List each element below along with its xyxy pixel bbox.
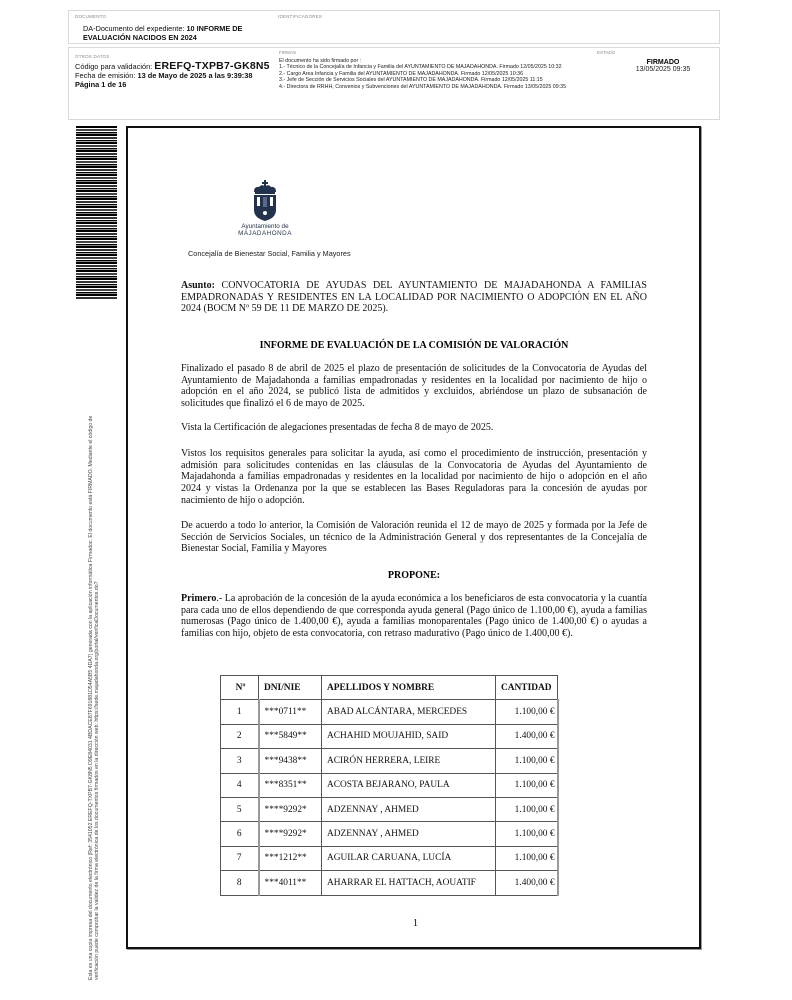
paragraph-1: Finalizado el pasado 8 de abril de 2025 el plazo de presentación de solicitudes de la Convocatoria de Ayudas del Ayuntamiento de Majadahonda a familias empadronadas y residentes en la localidad por nacimiento de hijo o adopción en el año 2024, se publicó lista de admitidos y excluidos, abriéndose un plazo de subsanación de solicitudes que finalizó el 6 de mayo de 2025. [181,363,647,410]
document-title-bold: 10 INFORME DE EVALUACIÓN NACIDOS EN 2024 [83,24,243,42]
row-name: ABAD ALCÁNTARA, MERCEDES [322,700,496,724]
paragraph-3: Vistos los requisitos generales para solicitar la ayuda, así como el procedimiento de instrucción, presentación y admisión para solicitudes contenidas en las cláusulas de la Convocatoria de Ayudas del Ayuntamiento de Majadahonda a familias empadronadas y residentes en la localidad por nacimiento de hijo o adopción en el año 2024 y vistas la Ordenanza por la que se establecen las Bases Reguladoras para la concesión de ayudas por nacimiento de hijo o adopción. [181,448,647,506]
row-dni: ***5849** [259,724,322,748]
row-number: 3 [221,749,259,773]
document-page [126,126,701,949]
fecha-prefix: Fecha de emisión: [75,71,138,80]
row-number: 1 [221,700,259,724]
ayuntamiento-logo [230,180,300,237]
signature-item: 3.- Jefe de Sección de Servicios Sociales del AYUNTAMIENTO DE MAJADAHONDA. Firmado 12/05/2025 11:15 [279,77,543,84]
document-title [83,24,283,42]
verification-sidebar-text [88,290,101,980]
row-dni: ***8351** [259,773,322,797]
row-name: ADZENNAY , AHMED [322,822,496,846]
row-amount: 1.400,00 € [496,871,558,895]
row-name: ACIRÓN HERRERA, LEIRE [322,749,496,773]
signatures-intro: El documento ha sido firmado por : [279,57,362,64]
documento-label: DOCUMENTO [75,14,107,19]
document-title-prefix: DA-Documento del expediente: [83,24,187,33]
primero-label: Primero [181,593,217,604]
beneficiaries-table [220,675,559,896]
row-dni: ****9292* [259,822,322,846]
row-number: 2 [221,724,259,748]
verification-line-1: Esta es una copia impresa del documento electrónico (Ref: 3541052 EREFQ-TXPB7-GK8N5 D9E84031 4BDACE87F691881D54A5B5 4DA7) generada con la aplicación informática Firmadoc. El documento está FIRMADO. Mediante el código de [88,415,94,980]
row-amount: 1.100,00 € [496,846,558,870]
row-name: AGUILAR CARUANA, LUCÍA [322,846,496,870]
primero-paragraph [181,593,647,640]
signature-item: 1.- Técnico de la Concejalía de Infancia y Familia del AYUNTAMIENTO DE MAJADAHONDA. Firmado 12/05/2025 10:32 [279,64,562,71]
estado-label: ESTADO [597,50,616,55]
table-row [221,773,558,797]
otros-datos-label: OTROS DATOS [75,54,110,59]
propone-heading: PROPONE: [387,570,441,581]
asunto-label: Asunto: [181,280,215,291]
column-header-number: Nº [221,676,259,700]
identificadores-label: IDENTIFICADORES [278,14,323,19]
row-dni: ***1212** [259,846,322,870]
table-row [221,871,558,895]
table-row [221,846,558,870]
coat-of-arms-icon [251,180,279,222]
paragraph-4: De acuerdo a todo lo anterior, la Comisión de Valoración reunida el 12 de mayo de 2025 y formada por la Jefe de Sección de Servicios Sociales, un técnico de la Administración General y dos representantes de la Concejalía de Bienestar Social, Familia y Mayores [181,520,647,555]
row-amount: 1.100,00 € [496,700,558,724]
status-block [597,50,721,73]
signature-item: 4.- Directora de RRHH, Convenios y Subvenciones del AYUNTAMIENTO DE MAJADAHONDA. Firmado 13/05/2025 09:35 [279,83,567,90]
paragraph-2: Vista la Certificación de alegaciones presentadas de fecha 8 de mayo de 2025. [181,422,494,433]
table-row [221,749,558,773]
row-amount: 1.100,00 € [496,797,558,821]
signatures-list [279,50,599,91]
department-name: Concejalía de Bienestar Social, Familia y Mayores [188,249,351,258]
status-date: 13/05/2025 09:35 [635,66,691,73]
row-dni: ****9292* [259,797,322,821]
column-header-name: APELLIDOS Y NOMBRE [322,676,496,700]
logo-text-line-1: Ayuntamiento de [241,223,289,230]
logo-text-line-2: MAJADAHONDA [238,230,292,237]
asunto-paragraph [181,280,647,315]
row-amount: 1.100,00 € [496,773,558,797]
status-badge: FIRMADO [646,59,680,66]
validation-code: EREFQ-TXPB7-GK8N5 [154,60,270,72]
firmas-label: FIRMAS [279,50,297,55]
page-number: 1 [413,918,418,929]
row-amount: 1.400,00 € [496,724,558,748]
row-number: 7 [221,846,259,870]
column-header-amount: CANTIDAD [496,676,558,700]
verification-line-2: verificación puede comprobar la validez de la firma electrónica de los documentos firmados en la dirección web: https://sede.majadahonda.org/portal/verificaDocumentos.do? [94,581,101,980]
row-dni: ***4011** [259,871,322,895]
document-info-box [68,10,720,44]
row-number: 5 [221,797,259,821]
column-header-dni: DNI/NIE [259,676,322,700]
row-name: ADZENNAY , AHMED [322,797,496,821]
row-name: ACHAHID MOUJAHID, SAID [322,724,496,748]
asunto-text: CONVOCATORIA DE AYUDAS DEL AYUNTAMIENTO DE MAJADAHONDA A FAMILIAS EMPADRONADAS Y RESIDENTES EN LA LOCALIDAD POR NACIMIENTO O ADOPCIÓN EN EL AÑO 2024 (BOCM Nº 59 DE 11 DE MARZO DE 2025). [181,280,647,315]
table-row [221,700,558,724]
row-number: 8 [221,871,259,895]
codigo-prefix: Código para validación: [75,62,155,71]
table-row [221,724,558,748]
row-number: 4 [221,773,259,797]
row-name: AHARRAR EL HATTACH, AOUATIF [322,871,496,895]
row-dni: ***9438** [259,749,322,773]
row-amount: 1.100,00 € [496,749,558,773]
row-name: ACOSTA BEJARANO, PAULA [322,773,496,797]
primero-text: .- La aprobación de la concesión de la ayuda económica a los beneficiaros de esta convocatoria y la cuantía para cada uno de ellos dependiendo de que corresponda ayuda general (Pago único de 1.100,00 €), ayuda a familias numerosas (Pago único de 1.400,00 €), ayuda a familias monoparentales (Pago único de 1.400,00 €) o ayudas a familias con hijo, objeto de esta convocatoria, con retraso madurativo (Pago único de 1.400,00 €). [181,593,647,640]
table-header-row [221,676,558,700]
row-dni: ***0711** [259,700,322,724]
signature-item: 2.- Cargo Area Infancia y Familia del AYUNTAMIENTO DE MAJADAHONDA. Firmado 12/05/2025 10:36 [279,70,524,77]
row-amount: 1.100,00 € [496,822,558,846]
page-count: Página 1 de 16 [75,80,127,89]
barcode-image [76,126,117,299]
validation-info [75,62,270,89]
table-row [221,822,558,846]
signature-info-box [68,47,720,120]
row-number: 6 [221,822,259,846]
emission-date: 13 de Mayo de 2025 a las 9:39:38 [137,71,253,80]
table-row [221,797,558,821]
report-title: INFORME DE EVALUACIÓN DE LA COMISIÓN DE VALORACIÓN [259,340,569,351]
